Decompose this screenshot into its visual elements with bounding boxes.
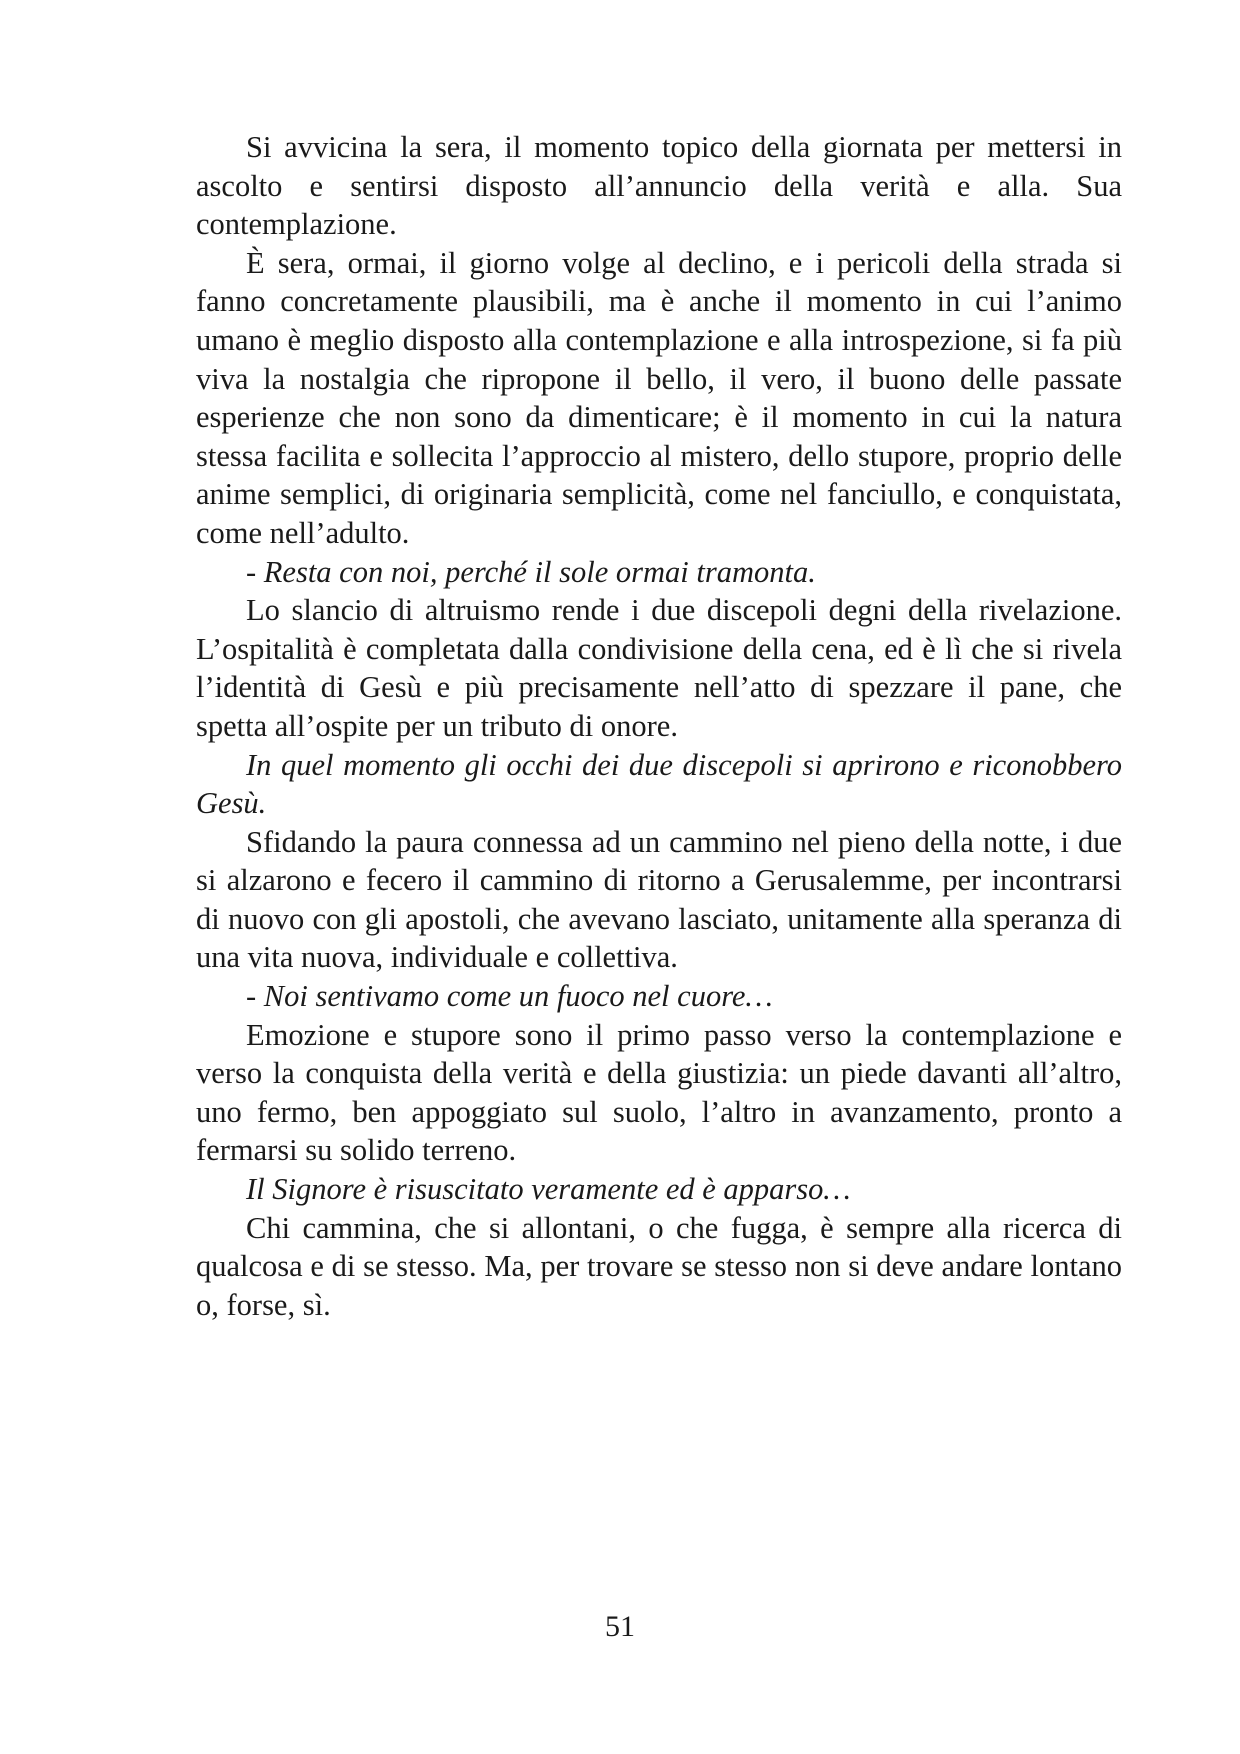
quote-text: Resta con noi, perché il sole ormai tramonta. xyxy=(263,554,816,589)
paragraph: Sfidando la paura connessa ad un cammino nel pieno della notte, i due si alzarono e fecero il cammino di ritorno a Gerusalemme, per incontrarsi di nuovo con gli apostoli, che avevano lasciato, unitamente alla speranza di una vita nuova, individuale e collettiva. xyxy=(196,824,1122,975)
quote-paragraph: In quel momento gli occhi dei due discepoli si aprirono e riconobbero Gesù. xyxy=(196,747,1122,821)
paragraph: Emozione e stupore sono il primo passo verso la contemplazione e verso la conquista della verità e della giustizia: un piede davanti all’altro, uno fermo, ben appoggiato sul suolo, l’altro in avanzamento, pronto a fermarsi su solido terreno. xyxy=(196,1017,1122,1168)
quote-text: Noi sentivamo come un fuoco nel cuore… xyxy=(263,979,773,1014)
body-text xyxy=(196,128,1122,1324)
page-number: 51 xyxy=(605,1610,635,1643)
quote-dash: - xyxy=(246,554,264,589)
paragraph: Lo slancio di altruismo rende i due discepoli degni della rivelazione. L’ospitalità è completata dalla condivisione della cena, ed è lì che si rivela l’identità di Gesù e più precisamente nell’atto di spezzare il pane, che spetta all’ospite per un tributo di onore. xyxy=(196,593,1122,743)
paragraph: Chi cammina, che si allontani, o che fugga, è sempre alla ricerca di qualcosa e di se stesso. Ma, per trovare se stesso non si deve andare lontano o, forse, sì. xyxy=(196,1210,1122,1322)
paragraph: Si avvicina la sera, il momento topico della giornata per mettersi in ascolto e sentirsi disposto all’annuncio della verità e alla. Sua contemplazione. xyxy=(196,130,1122,242)
quote-paragraph: Il Signore è risuscitato veramente ed è apparso… xyxy=(246,1172,851,1207)
quote-paragraph xyxy=(196,977,1122,1016)
paragraph: È sera, ormai, il giorno volge al declino, e i pericoli della strada si fanno concretamente plausibili, ma è anche il momento in cui l’animo umano è meglio disposto alla contemplazione e alla introspezione, si fa più viva la nostalgia che ripropone il bello, il vero, il buono delle passate esperienze che non sono da dimenticare; è il momento in cui la natura stessa facilita e sollecita l’approccio al mistero, dello stupore, proprio delle anime semplici, di originaria semplicità, come nel fanciullo, e conquistata, come nell’adulto. xyxy=(196,245,1122,550)
quote-dash: - xyxy=(246,979,264,1014)
quote-paragraph xyxy=(196,553,1122,592)
